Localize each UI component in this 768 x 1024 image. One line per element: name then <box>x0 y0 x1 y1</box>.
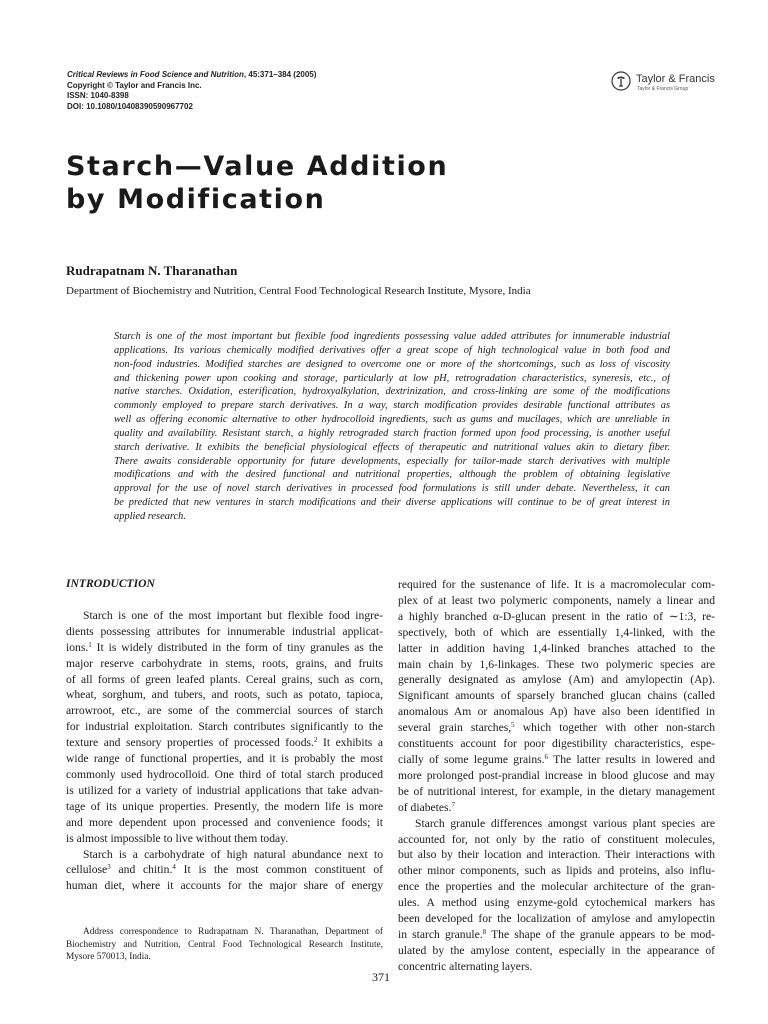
footnote-line: Address correspondence to Rudrapatnam N. Tharanathan, Department of <box>83 927 383 937</box>
text-line: ulated by the amylose content, especially in the appearance of <box>398 943 715 957</box>
abstract-line: and thickening power upon cooking and storage, particularly at low pH, retrogradation characteristics, syneresis, etc., of <box>114 372 670 384</box>
citation-ref: 2 <box>313 736 318 745</box>
text-fragment: cially of some legume grains. <box>398 752 545 766</box>
text-line <box>66 735 383 751</box>
text-line: a highly branched α-D-glucan present in the ratio of ∼1:3, re- <box>398 609 715 623</box>
paragraph <box>66 608 383 847</box>
text-fragment: ions. <box>66 640 89 654</box>
abstract-line: non-food industries. Modified starches are designed to overcome one or more of the shortcomings, such as loss of viscosity <box>114 358 670 370</box>
text-line: of all forms of green leafed plants. Cereal grains, such as corn, <box>66 672 383 686</box>
text-line: more prolonged post-prandial increase in blood glucose and may <box>398 768 715 782</box>
text-line: arrowroot, etc., are some of the commercial sources of starch <box>66 704 383 718</box>
abstract-line: modifications and with the desired functional and nutritional properties, although the problem of obtaining legislative <box>114 469 670 481</box>
text-line: constituents account for poor digestibility characteristics, espe- <box>398 737 715 751</box>
right-column <box>398 577 715 975</box>
text-line <box>398 752 715 768</box>
citation-ref: 4 <box>172 863 176 872</box>
text-fragment: It exhibits a <box>322 736 383 750</box>
publisher-logo-icon <box>611 71 631 91</box>
abstract-line: quality and availability. Resistant starch, a highly retrograded starch fraction formed upon food processing, is another useful <box>114 427 670 439</box>
page-number: 371 <box>372 970 390 984</box>
author-name: Rudrapatnam N. Tharanathan <box>66 263 238 278</box>
text-line: spectively, both of which are essentially 1,4-linked, with the <box>398 625 715 639</box>
article-title <box>66 150 448 216</box>
text-line: dients possessing attributes for innumerable industrial applicat- <box>66 624 383 638</box>
footnote-line: Biochemistry and Nutrition, Central Food Technological Research Institute, <box>66 939 383 950</box>
text-line: tage of its unique properties. Presently, the modern life is more <box>66 799 383 813</box>
text-line: main chain by 1,6-linkages. These two polymeric species are <box>398 657 715 671</box>
text-line: wide range of functional properties, and it is probably the most <box>66 752 383 766</box>
text-line <box>398 800 715 816</box>
text-line: anomalous Am or anomalous Ap) have also been identified in <box>398 705 715 719</box>
text-fragment: and chitin. <box>118 863 173 877</box>
abstract-line: Starch is one of the most important but flexible food ingredients possessing value added attributes for innumerable industrial <box>114 331 670 342</box>
text-line: ules. A method using enzyme-gold cytochemical markers has <box>398 896 715 910</box>
text-line: and more dependent upon processed and convenience foods; it <box>66 815 383 829</box>
text-line: required for the sustenance of life. It is a macromolecular com- <box>398 578 715 591</box>
abstract-line: commonly employed to prepare starch derivatives. In a way, starch modification provides desirable functional attributes as <box>114 400 670 412</box>
text-line: accounted for, not only by the ratio of constituent molecules, <box>398 832 715 846</box>
paragraph <box>398 816 715 975</box>
doi-line: DOI: 10.1080/10408390590967702 <box>67 101 193 111</box>
text-fragment: It is the most common constituent of <box>183 863 383 877</box>
text-fragment: The latter results in lowered and <box>553 752 715 766</box>
journal-volume-pages: , 45:371–384 (2005) <box>243 70 317 79</box>
text-fragment: cellulose <box>66 863 108 877</box>
abstract-line: well as offering economic alternative to other hydrocolloid ingredients, such as gums and mucilages, which are unreliable in <box>114 414 670 426</box>
abstract-line: be predicted that new ventures in starch modifications and their diverse applications will continue to be of great interest in <box>114 497 670 509</box>
text-line: major reserve carbohydrate in stems, roots, grains, and fruits <box>66 656 383 670</box>
text-fragment: The shape of the granule appears to be mod- <box>491 927 715 941</box>
title-line: Starch—Value Addition <box>66 151 449 182</box>
text-fragment: It is widely distributed in the form of tiny granules as the <box>96 640 383 654</box>
journal-name: Critical Reviews in Food Science and Nutrition <box>67 70 244 79</box>
text-fragment: several grain starches, <box>398 721 512 735</box>
paragraph <box>66 847 383 895</box>
text-line <box>66 862 383 878</box>
correspondence-footnote <box>66 926 383 964</box>
text-line: Significant amounts of sparsely branched glucan chains (called <box>398 689 715 703</box>
text-line: wheat, sorghum, and tubers, and roots, such as potato, tapioca, <box>66 688 383 702</box>
citation-ref: 7 <box>451 800 455 809</box>
text-line <box>398 927 715 943</box>
citation-ref: 6 <box>544 752 549 761</box>
text-line: be of nutritional interest, for example, in the dietary management <box>398 784 715 798</box>
publisher-name: Taylor & Francis <box>636 73 715 85</box>
footnote-line: Mysore 570013, India. <box>66 952 151 962</box>
text-line: ence the properties and the molecular architecture of the gran- <box>398 880 715 894</box>
text-fragment: which together with other non-starch <box>522 721 715 735</box>
text-line: is almost impossible to live without them today. <box>66 831 289 845</box>
citation-ref: 5 <box>511 721 515 730</box>
title-line: by Modification <box>66 184 326 215</box>
abstract-line: approval for the use of novel starch derivatives in processed food formulations is still under debate. Nevertheless, it can <box>114 483 670 495</box>
text-line: Starch is a carbohydrate of high natural abundance next to <box>83 847 383 861</box>
publisher-group: Taylor & Francis Group <box>637 86 689 92</box>
text-line: but also by their location and interaction. Their interactions with <box>398 848 715 862</box>
text-line: concentric alternating layers. <box>398 959 533 973</box>
abstract-line: There awaits considerable opportunity for future developments, especially for tailor-made starch derivatives with multiple <box>114 455 670 467</box>
citation-ref: 8 <box>482 927 487 936</box>
text-line <box>398 720 715 736</box>
text-line: generally designated as amylose (Am) and amylopectin (Ap). <box>398 673 715 687</box>
text-line: for industrial exploitation. Starch contributes significantly to the <box>66 720 383 734</box>
text-line: human diet, where it accounts for the major share of energy <box>66 879 383 893</box>
issn-line: ISSN: 1040-8398 <box>67 91 129 100</box>
text-line: Starch granule differences amongst various plant species are <box>415 816 715 830</box>
section-heading-introduction: INTRODUCTION <box>66 577 155 590</box>
abstract <box>114 330 670 524</box>
journal-citation <box>67 70 316 81</box>
text-line: been developed for the localization of amylose and amylopectin <box>398 912 715 926</box>
abstract-line: native starches. Oxidation, esterification, hydroxyalkylation, dextrinization, and cross-linking are some of the modifications <box>114 386 670 398</box>
text-line <box>66 640 383 656</box>
paragraph <box>398 577 715 816</box>
citation-ref: 3 <box>107 863 111 872</box>
text-fragment: in starch granule. <box>398 927 483 941</box>
copyright-line: Copyright © Taylor and Francis Inc. <box>67 80 202 90</box>
text-line: plex of at least two polymeric components, namely a linear and <box>398 593 715 607</box>
text-line: other minor components, such as lipids and proteins, also influ- <box>398 864 715 878</box>
citation-ref: 1 <box>88 640 92 649</box>
text-line: latter in addition having 1,4-linked branches attached to the <box>398 641 715 655</box>
abstract-line: applications. Its various chemically modified derivatives offer a great scope of high technological value in both food and <box>114 344 670 356</box>
text-fragment: of diabetes. <box>398 800 452 814</box>
text-line: Starch is one of the most important but flexible food ingre- <box>83 608 383 622</box>
publisher-logo <box>611 70 715 96</box>
journal-header <box>67 70 316 112</box>
left-column <box>66 576 383 894</box>
abstract-line: starch derivative. It exhibits the beneficial physiological effects of therapeutic and nutritional values akin to dietary fiber. <box>114 441 670 453</box>
text-line: commonly used hydrocolloid. One third of total starch produced <box>66 767 383 781</box>
text-fragment: texture and sensory properties of processed foods. <box>66 736 314 750</box>
abstract-line: applied research. <box>114 510 186 522</box>
author-affiliation: Department of Biochemistry and Nutrition, Central Food Technological Research Institute, Mysore, India <box>66 285 531 297</box>
text-line: is utilized for a variety of industrial applications that take advan- <box>66 783 383 797</box>
